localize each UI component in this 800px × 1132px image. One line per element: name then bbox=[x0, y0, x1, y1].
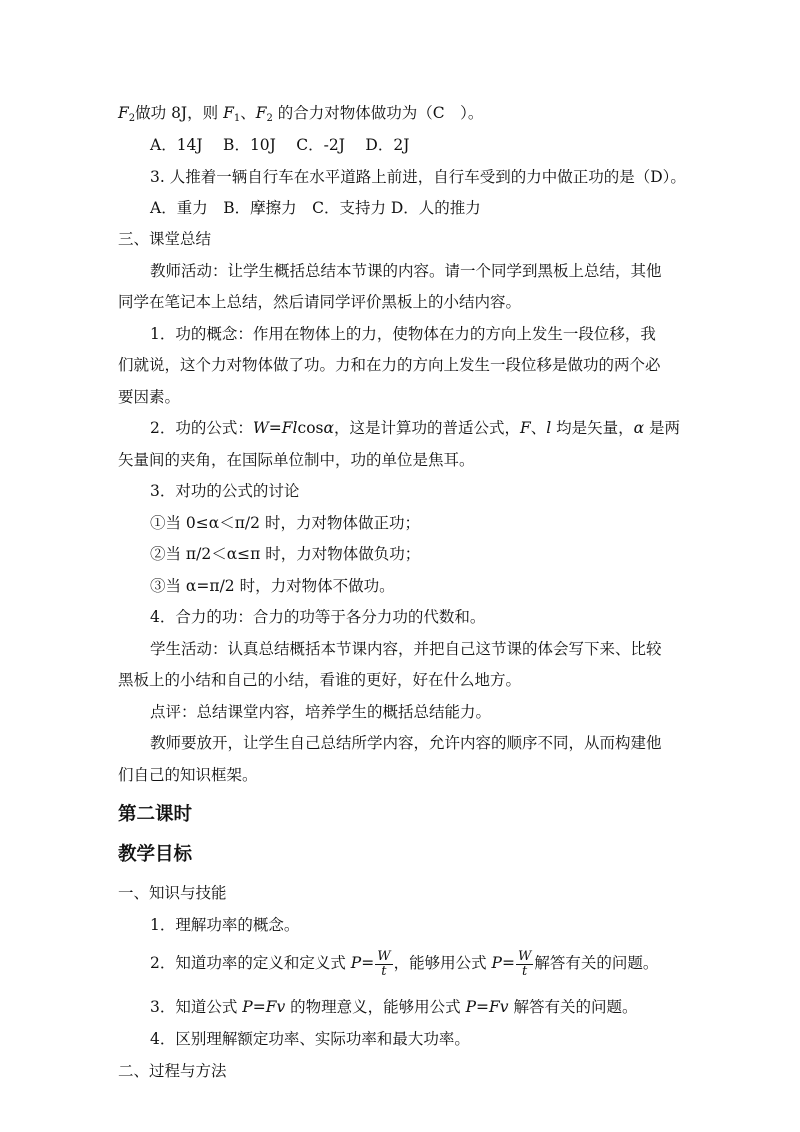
list-item: 1．理解功率的概念。 bbox=[150, 916, 300, 934]
paragraph-line: 们就说，这个力对物体做了功。力和在力的方向上发生一段位移是做功的两个必 bbox=[118, 356, 661, 374]
list-item: 4．合力的功：合力的功等于各分力功的代数和。 bbox=[150, 608, 486, 626]
list-item: ②当 π/2＜α≤π 时，力对物体做负功； bbox=[150, 545, 421, 563]
paragraph-line: 点评：总结课堂内容，培养学生的概括总结能力。 bbox=[150, 703, 492, 721]
question-3: 3. 人推着一辆自行车在水平道路上前进，自行车受到的力中做正功的是（D）。 bbox=[150, 168, 686, 186]
list-item: 3．对功的公式的讨论 bbox=[150, 482, 300, 500]
list-item: ①当 0≤α＜π/2 时，力对物体做正功； bbox=[150, 514, 420, 532]
section-heading: 教学目标 bbox=[118, 844, 193, 865]
formula-line: 2．功的公式：W=Flcosα，这是计算功的普适公式，F、l 均是矢量，α 是两 bbox=[150, 419, 681, 437]
fraction: $\frac{W}{t}$ bbox=[517, 948, 532, 979]
paragraph-line: $F_2$做功 8J，则 $F_1$、$F_2$ 的合力对物体做功为（C ）。 bbox=[118, 104, 484, 124]
list-item: 4．区别理解额定功率、实际功率和最大功率。 bbox=[150, 1030, 470, 1048]
paragraph-line: 学生活动：认真总结概括本节课内容，并把自己这节课的体会写下来、比较 bbox=[150, 640, 662, 658]
paragraph-line: 黑板上的小结和自己的小结，看谁的更好，好在什么地方。 bbox=[118, 671, 522, 689]
section-title: 三、课堂总结 bbox=[118, 230, 212, 248]
list-item: ③当 α=π/2 时，力对物体不做功。 bbox=[150, 577, 395, 595]
section-title: 一、知识与技能 bbox=[118, 884, 227, 902]
paragraph-line: 同学在笔记本上总结，然后请同学评价黑板上的小结内容。 bbox=[118, 293, 522, 311]
section-title: 二、过程与方法 bbox=[118, 1062, 227, 1080]
answer-options: A．14J B．10J C．-2J D．2J bbox=[150, 136, 410, 154]
paragraph-line: 1．功的概念：作用在物体上的力，使物体在力的方向上发生一段位移，我 bbox=[150, 325, 656, 343]
paragraph-line: 要因素。 bbox=[118, 388, 181, 406]
paragraph-line: 教师活动：让学生概括总结本节课的内容。请一个同学到黑板上总结，其他 bbox=[150, 262, 662, 280]
paragraph-line: 教师要放开，让学生自己总结所学内容，允许内容的顺序不同，从而构建他 bbox=[150, 734, 662, 752]
formula-line: 2．知道功率的定义和定义式 P= $\frac{W}{t}$ ，能够用公式 P= $\frac{W}{t}$ 解答有关的问题。 bbox=[150, 948, 659, 979]
formula-line: 3．知道公式 P=Fv 的物理意义，能够用公式 P=Fv 解答有关的问题。 bbox=[150, 998, 638, 1016]
paragraph-line: 矢量间的夹角，在国际单位制中，功的单位是焦耳。 bbox=[118, 451, 475, 469]
answer-options: A．重力 B．摩擦力 C．支持力 D．人的推力 bbox=[150, 199, 481, 217]
section-heading: 第二课时 bbox=[118, 804, 193, 825]
fraction: $\frac{W}{t}$ bbox=[377, 948, 391, 979]
paragraph-line: 们自己的知识框架。 bbox=[118, 766, 258, 784]
